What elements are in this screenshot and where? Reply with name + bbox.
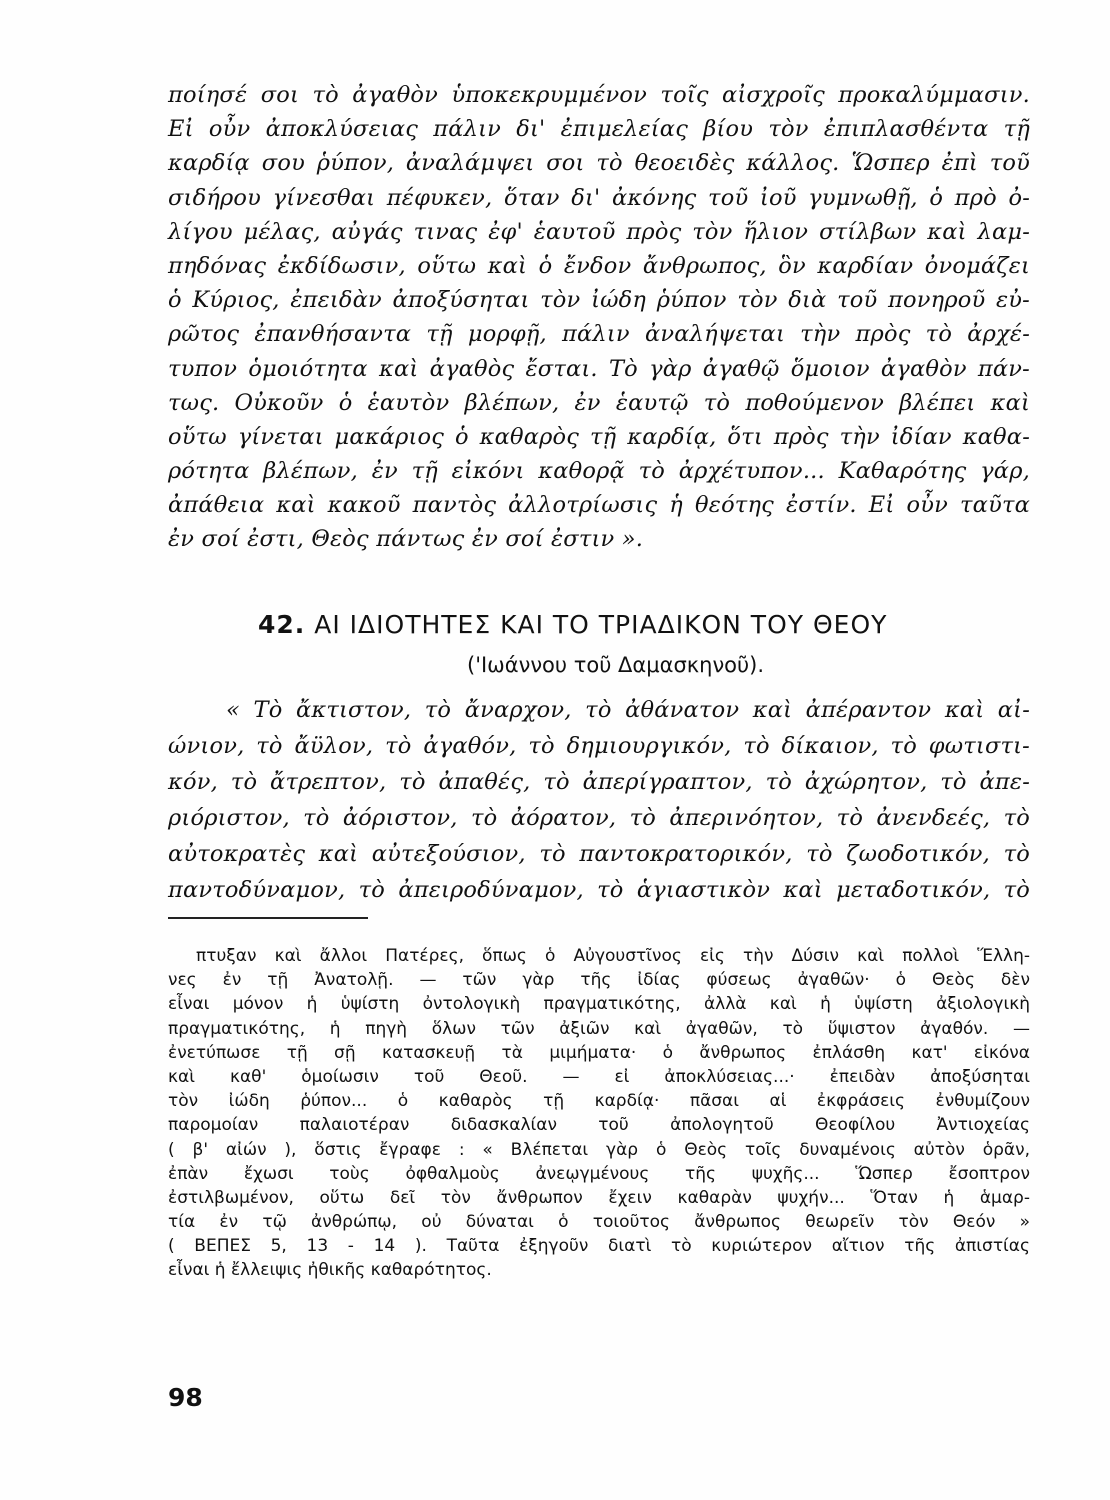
main-line: πηδόνας ἐκδίδωσιν, οὕτω καὶ ὁ ἔνδον ἄνθρωπος, ὃν καρδίαν ὀνομάζει	[168, 252, 1030, 279]
footnote-line: νες ἐν τῇ Ἀνατολῇ. — τῶν γὰρ τῆς ἰδίας φύσεως ἀγαθῶν· ὁ Θεὸς δὲν	[168, 970, 1030, 991]
quote-paragraph	[168, 692, 1030, 908]
main-line: Εἰ οὖν ἀποκλύσειας πάλιν δι' ἐπιμελείας βίου τὸν ἐπιπλασθέντα τῇ	[168, 116, 1030, 143]
footnote-line: εἶναι ἡ ἔλλειψις ἠθικῆς καθαρότητος.	[168, 1260, 492, 1281]
footnote-line: ἐνετύπωσε τῇ σῇ κατασκευῇ τὰ μιμήματα· ὁ ἄνθρωπος ἐπλάσθη κατ' εἰκόνα	[168, 1042, 1030, 1063]
footnote-line: ἐστιλβωμένον, οὕτω δεῖ τὸν ἄνθρωπον ἔχειν καθαρὰν ψυχήν... Ὅταν ἡ ἁμαρ-	[168, 1187, 1030, 1208]
main-line: καρδίᾳ σου ῥύπον, ἀναλάμψει σοι τὸ θεοειδὲς κάλλος. Ὥσπερ ἐπὶ τοῦ	[168, 150, 1030, 177]
section-subtitle: ('Ιωάννου τοῦ Δαμασκηνοῦ).	[467, 653, 765, 677]
quote-line: « Τὸ ἄκτιστον, τὸ ἄναρχον, τὸ ἀθάνατον καὶ ἀπέραντον καὶ αἰ-	[226, 697, 1030, 723]
footnote-line: πτυξαν καὶ ἄλλοι Πατέρες, ὅπως ὁ Αὐγουστῖνος εἰς τὴν Δύσιν καὶ πολλοὶ Ἕλλη-	[196, 946, 1030, 966]
main-line: οὕτω γίνεται μακάριος ὁ καθαρὸς τῇ καρδίᾳ, ὅτι πρὸς τὴν ἰδίαν καθα-	[168, 423, 1030, 450]
section-title: ΑΙ ΙΔΙΟΤΗΤΕΣ ΚΑΙ ΤΟ ΤΡΙΑΔΙΚΟΝ ΤΟΥ ΘΕΟΥ	[314, 610, 888, 639]
main-line: λίγου μέλας, αὐγάς τινας ἐφ' ἑαυτοῦ πρὸς τὸν ἥλιον στίλβων καὶ λαμ-	[168, 218, 1030, 245]
quote-line: ριόριστον, τὸ ἀόριστον, τὸ ἀόρατον, τὸ ἀπερινόητον, τὸ ἀνενδεές, τὸ	[168, 805, 1030, 831]
footnote-line: ἐπὰν ἔχωσι τοὺς ὀφθαλμοὺς ἀνεῳγμένους τῆς ψυχῆς... Ὥσπερ ἔσοπτρον	[168, 1163, 1030, 1184]
footnote-line: πραγματικότης, ἡ πηγὴ ὅλων τῶν ἀξιῶν καὶ ἀγαθῶν, τὸ ὕψιστον ἀγαθόν. —	[168, 1018, 1030, 1039]
quote-line: κόν, τὸ ἄτρεπτον, τὸ ἀπαθές, τὸ ἀπερίγραπτον, τὸ ἀχώρητον, τὸ ἀπε-	[168, 769, 1030, 795]
main-line: ρῶτος ἐπανθήσαντα τῇ μορφῇ, πάλιν ἀναλήψεται τὴν πρὸς τὸ ἀρχέ-	[168, 321, 1030, 348]
section-heading	[258, 610, 887, 639]
section-number: 42.	[258, 610, 306, 639]
footnote-line: ( ΒΕΠΕΣ 5, 13 - 14 ). Ταῦτα ἐξηγοῦν διατὶ τὸ κυριώτερον αἴτιον τῆς ἀπιστίας	[168, 1236, 1030, 1257]
main-line: ἀπάθεια καὶ κακοῦ παντὸς ἀλλοτρίωσις ἡ θεότης ἐστίν. Εἰ οὖν ταῦτα	[168, 492, 1030, 519]
main-line: σιδήρου γίνεσθαι πέφυκεν, ὅταν δι' ἀκόνης τοῦ ἰοῦ γυμνωθῇ, ὁ πρὸ ὀ-	[168, 184, 1030, 211]
footnote-line: τὸν ἰώδη ῥύπον... ὁ καθαρὸς τῇ καρδίᾳ· πᾶσαι αἱ ἐκφράσεις ἐνθυμίζουν	[168, 1091, 1030, 1112]
main-line: τως. Οὐκοῦν ὁ ἑαυτὸν βλέπων, ἐν ἑαυτῷ τὸ ποθούμενον βλέπει καὶ	[168, 389, 1030, 416]
quote-line: παντοδύναμον, τὸ ἀπειροδύναμον, τὸ ἁγιαστικὸν καὶ μεταδοτικόν, τὸ	[168, 877, 1030, 903]
footnote-line: τία ἐν τῷ ἀνθρώπῳ, οὐ δύναται ὁ τοιοῦτος ἄνθρωπος θεωρεῖν τὸν Θεόν »	[168, 1212, 1030, 1233]
quote-line: ώνιον, τὸ ἄϋλον, τὸ ἀγαθόν, τὸ δημιουργικόν, τὸ δίκαιον, τὸ φωτιστι-	[168, 733, 1030, 759]
footnote-line: ( β' αἰών ), ὅστις ἔγραφε : « Βλέπεται γὰρ ὁ Θεὸς τοῖς δυναμένοις αὐτὸν ὁρᾶν,	[168, 1139, 1030, 1160]
main-line: τυπον ὁμοιότητα καὶ ἀγαθὸς ἔσται. Τὸ γὰρ ἀγαθῷ ὅμοιον ἀγαθὸν πάν-	[168, 355, 1030, 382]
main-paragraph	[168, 78, 1030, 557]
main-line: ἐν σοί ἐστι, Θεὸς πάντως ἐν σοί ἐστιν ».	[168, 526, 644, 553]
main-line: ὁ Κύριος, ἐπειδὰν ἀποξύσηται τὸν ἰώδη ῥύπον τὸν διὰ τοῦ πονηροῦ εὐ-	[168, 287, 1030, 314]
quote-line: αὐτοκρατὲς καὶ αὐτεξούσιον, τὸ παντοκρατορικόν, τὸ ζωοδοτικόν, τὸ	[168, 841, 1030, 867]
main-line: ποίησέ σοι τὸ ἀγαθὸν ὑποκεκρυμμένον τοῖς αἰσχροῖς προκαλύμμασιν.	[168, 82, 1030, 108]
footnote-line: παρομοίαν παλαιοτέραν διδασκαλίαν τοῦ ἀπολογητοῦ Θεοφίλου Ἀντιοχείας	[168, 1115, 1030, 1136]
page-number: 98	[168, 1383, 203, 1412]
footnote-line: καὶ καθ' ὁμοίωσιν τοῦ Θεοῦ. — εἰ ἀποκλύσειας...· ἐπειδὰν ἀποξύσηται	[168, 1066, 1030, 1087]
footnote	[168, 944, 1030, 1283]
main-line: ρότητα βλέπων, ἐν τῇ εἰκόνι καθορᾷ τὸ ἀρχέτυπον... Καθαρότης γάρ,	[168, 458, 1030, 485]
footnote-line: εἶναι μόνον ἡ ὑψίστη ὀντολογικὴ πραγματικότης, ἀλλὰ καὶ ἡ ὑψίστη ἀξιολογικὴ	[168, 994, 1030, 1015]
footnote-divider	[168, 917, 368, 919]
